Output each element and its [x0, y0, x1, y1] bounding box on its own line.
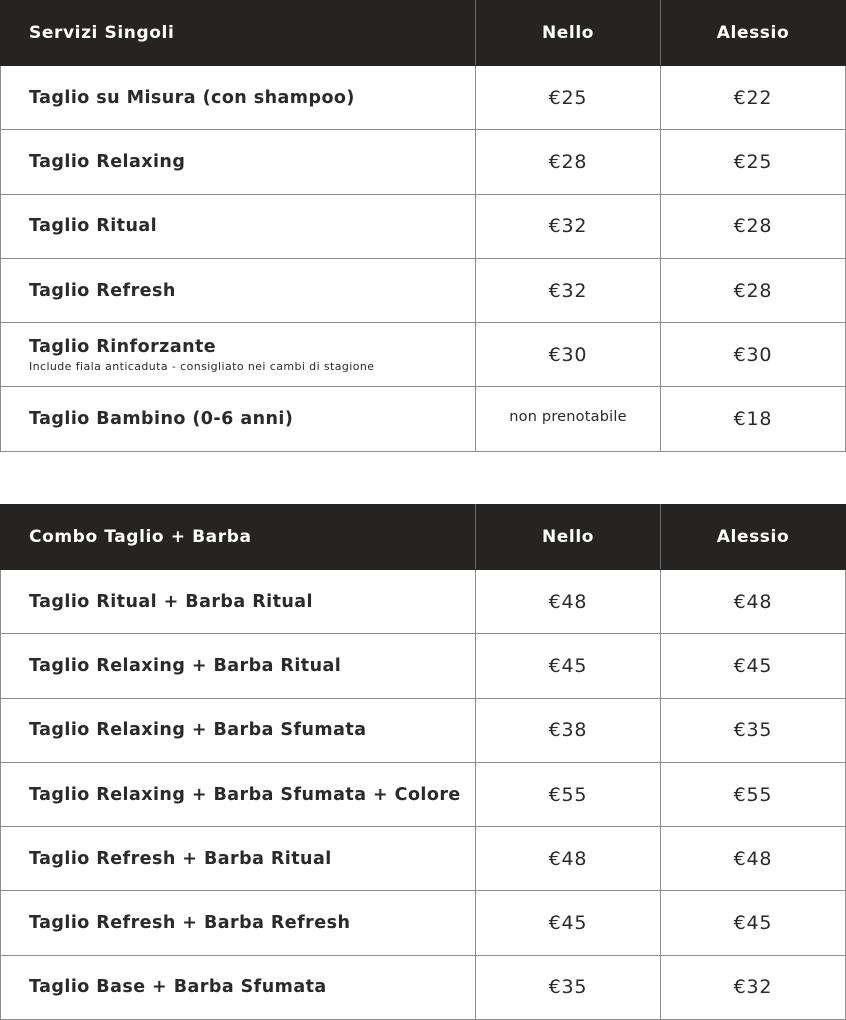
column-header-alessio: Alessio	[661, 505, 846, 570]
service-cell	[1, 387, 476, 451]
table-row	[1, 955, 846, 1019]
service-name: Taglio Relaxing + Barba Sfumata + Colore	[29, 784, 461, 805]
table-row	[1, 323, 846, 387]
price-alessio: €30	[661, 323, 846, 387]
price-alessio: €32	[661, 955, 846, 1019]
service-name: Taglio Ritual + Barba Ritual	[29, 591, 313, 612]
price-nello: €48	[476, 827, 661, 891]
table-row	[1, 66, 846, 130]
service-name: Taglio Relaxing	[29, 151, 186, 172]
column-header-nello: Nello	[476, 1, 661, 66]
column-header-alessio: Alessio	[661, 1, 846, 66]
table-row	[1, 634, 846, 698]
price-nello: €32	[476, 194, 661, 258]
price-alessio: €28	[661, 194, 846, 258]
service-name: Taglio Relaxing + Barba Sfumata	[29, 720, 367, 741]
service-cell	[1, 762, 476, 826]
price-nello: €35	[476, 955, 661, 1019]
table-row	[1, 570, 846, 634]
price-nello: €25	[476, 66, 661, 130]
service-cell	[1, 891, 476, 955]
combo-price-table	[0, 504, 846, 1020]
column-header-nello: Nello	[476, 505, 661, 570]
service-cell	[1, 194, 476, 258]
price-nello: €38	[476, 698, 661, 762]
price-nello: €32	[476, 258, 661, 322]
service-cell	[1, 570, 476, 634]
table-row	[1, 827, 846, 891]
service-name: Taglio Ritual	[29, 216, 158, 237]
service-cell	[1, 66, 476, 130]
service-cell	[1, 258, 476, 322]
price-nello: €45	[476, 634, 661, 698]
table-row	[1, 258, 846, 322]
table-row	[1, 891, 846, 955]
service-cell	[1, 698, 476, 762]
price-nello: €28	[476, 130, 661, 194]
service-cell	[1, 130, 476, 194]
table-row	[1, 698, 846, 762]
table-header-row	[1, 505, 846, 570]
price-alessio: €48	[661, 570, 846, 634]
service-cell	[1, 323, 476, 387]
service-name: Taglio Refresh	[29, 280, 176, 301]
table-header-row	[1, 1, 846, 66]
singoli-price-table	[0, 0, 846, 452]
table-row	[1, 762, 846, 826]
price-alessio: €18	[661, 387, 846, 451]
table-row	[1, 194, 846, 258]
price-alessio: €25	[661, 130, 846, 194]
price-alessio: €55	[661, 762, 846, 826]
price-alessio: €35	[661, 698, 846, 762]
section-title: Combo Taglio + Barba	[1, 505, 476, 570]
service-name: Taglio Base + Barba Sfumata	[29, 977, 327, 998]
section-title: Servizi Singoli	[1, 1, 476, 66]
service-name: Taglio su Misura (con shampoo)	[29, 87, 355, 108]
price-alessio: €45	[661, 634, 846, 698]
price-nello: €30	[476, 323, 661, 387]
price-nello: €45	[476, 891, 661, 955]
service-cell	[1, 634, 476, 698]
service-name: Taglio Rinforzante	[29, 336, 217, 357]
price-nello: €55	[476, 762, 661, 826]
service-cell	[1, 827, 476, 891]
price-alessio: €28	[661, 258, 846, 322]
service-name: Taglio Refresh + Barba Ritual	[29, 848, 332, 869]
price-alessio: €48	[661, 827, 846, 891]
price-nello: non prenotabile	[476, 387, 661, 451]
table-row	[1, 130, 846, 194]
price-alessio: €45	[661, 891, 846, 955]
service-note: Include fiala anticaduta - consigliato nei cambi di stagione	[29, 359, 375, 373]
price-alessio: €22	[661, 66, 846, 130]
price-nello: €48	[476, 570, 661, 634]
service-cell	[1, 955, 476, 1019]
service-name: Taglio Refresh + Barba Refresh	[29, 913, 351, 934]
service-name: Taglio Relaxing + Barba Ritual	[29, 655, 342, 676]
service-name: Taglio Bambino (0-6 anni)	[29, 409, 294, 430]
table-row	[1, 387, 846, 451]
